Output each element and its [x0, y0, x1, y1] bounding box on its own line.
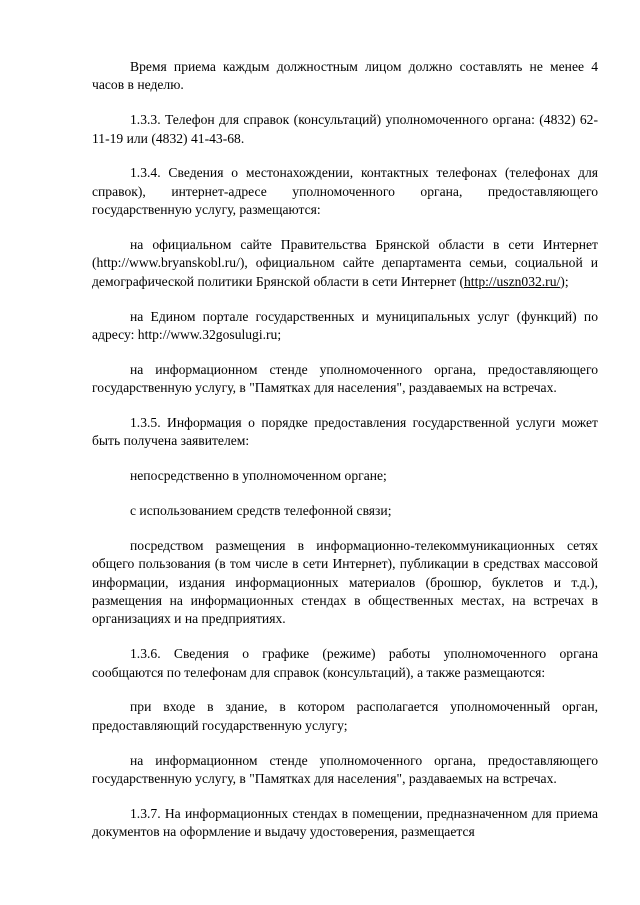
paragraph-1-3-6-schedule: 1.3.6. Сведения о графике (режиме) работы уполномоченного органа сообщаются по телефонам для справок (консультаций), а также размещаются:: [92, 646, 598, 680]
paragraph-info-stand-2: на информационном стенде уполномоченного органа, предоставляющего государственную услугу, в "Памятках для населения", раздаваемых на встречах.: [92, 752, 598, 787]
uszn032-link[interactable]: http://uszn032.ru/: [464, 273, 561, 289]
paragraph-directly-in-authority: непосредственно в уполномоченном органе;: [130, 468, 387, 484]
official-sites-text-end: );: [560, 273, 569, 289]
paragraph-building-entrance: при входе в здание, в котором располагается уполномоченный орган, предоставляющий государственную услугу;: [92, 699, 598, 733]
paragraph-official-sites: [92, 236, 598, 291]
paragraph-telephone-means: с использованием средств телефонной связи;: [130, 503, 392, 519]
paragraph-1-3-4-location-info: 1.3.4. Сведения о местонахождении, контактных телефонах (телефонах для справок), интернет-адресе уполномоченного органа, предоставляющего государственную услугу, размещаются:: [92, 165, 598, 218]
document-page: [92, 58, 598, 858]
paragraph-unified-portal: на Едином портале государственных и муниципальных услуг (функций) по адресу: http://www.32gosulugi.ru;: [92, 308, 598, 343]
paragraph-1-3-5-info-procedure: 1.3.5. Информация о порядке предоставления государственной услуги может быть получена заявителем:: [92, 415, 598, 449]
paragraph-1-3-7-stands: 1.3.7. На информационных стендах в помещении, предназначенном для приема документов на оформление и выдачу удостоверения, размещается: [92, 805, 598, 840]
paragraph-info-stand: на информационном стенде уполномоченного органа, предоставляющего государственную услугу, в "Памятках для населения", раздаваемых на встречах.: [92, 361, 598, 396]
paragraph-telecom-networks: посредством размещения в информационно-телекоммуникационных сетях общего пользования (в том числе в сети Интернет), публикации в средствах массовой информации, издания информационных материалов (брошюр, буклетов и т.д.), размещения на информационных стендах в общественных местах, на встречах в организациях и на предприятиях.: [92, 537, 598, 627]
official-sites-text: на официальном сайте Правительства Брянской области в сети Интернет (http://www.bryanskobl.ru/), официальном сайте департамента семьи, социальной и демографической политики Брянской области в сети Интернет (: [92, 237, 598, 289]
paragraph-reception-time: Время приема каждым должностным лицом должно составлять не менее 4 часов в неделю.: [92, 59, 598, 93]
paragraph-1-3-3-phone: 1.3.3. Телефон для справок (консультаций) уполномоченного органа: (4832) 62-11-19 или (4832) 41-43-68.: [92, 112, 598, 146]
